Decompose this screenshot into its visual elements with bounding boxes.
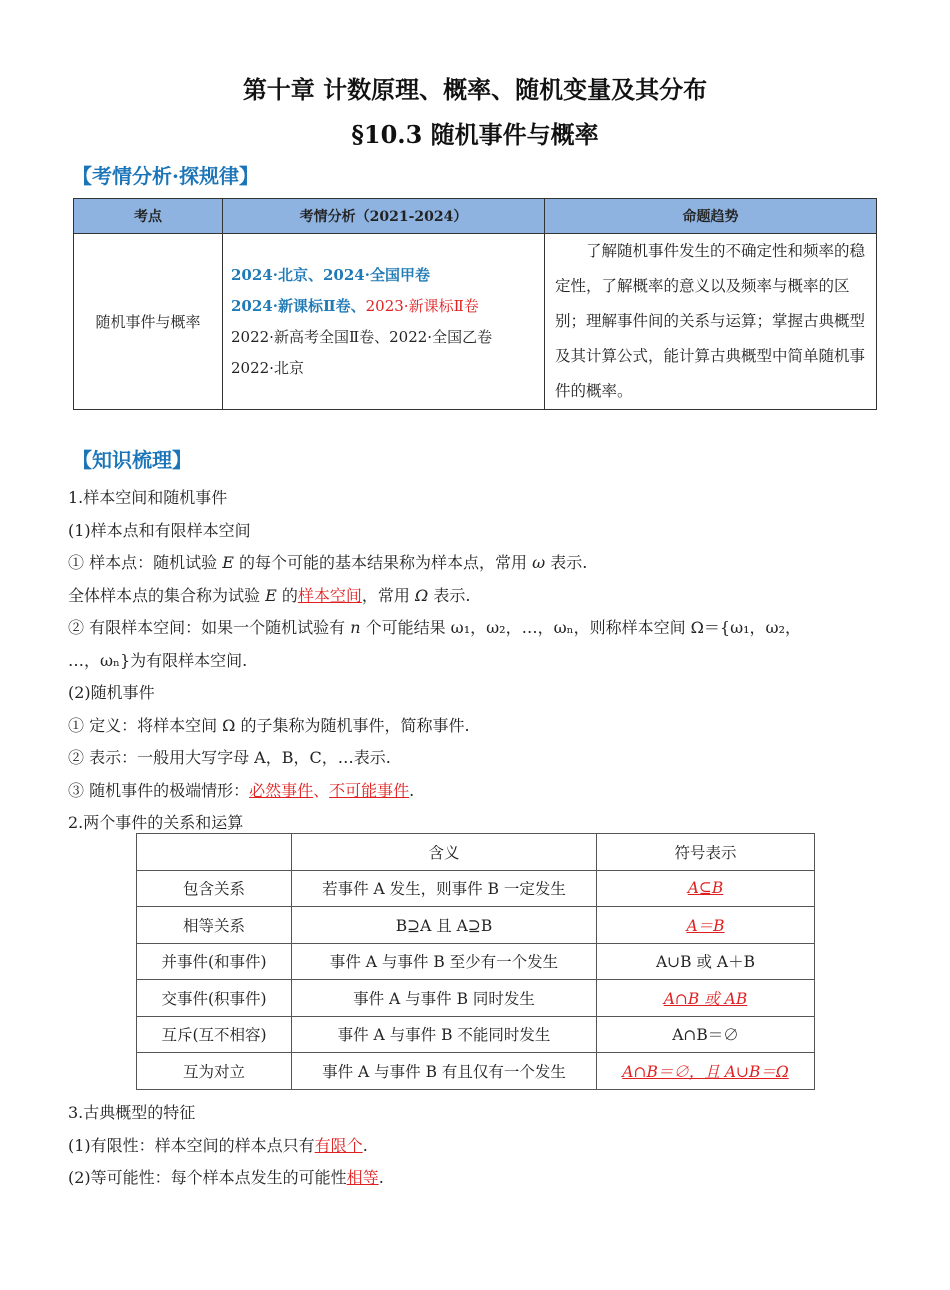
relation-name: 互为对立: [137, 1053, 292, 1090]
paragraph: [68, 775, 883, 808]
paragraph: ① 定义：将样本空间 Ω 的子集称为随机事件，简称事件.: [68, 715, 470, 735]
relation-meaning: 事件 A 与事件 B 至少有一个发生: [292, 943, 597, 980]
key-term: 有限个: [314, 1135, 363, 1155]
paragraph: [68, 547, 883, 580]
exam-history-cell: [223, 234, 545, 410]
column-header: [137, 834, 292, 871]
math-var: E: [265, 585, 277, 605]
subsection-title: 1.样本空间和随机事件: [68, 488, 228, 507]
relation-symbol: A∩B＝∅，且 A∪B＝Ω: [597, 1053, 815, 1090]
paragraph: [68, 1162, 883, 1195]
key-term: 相等: [346, 1168, 379, 1187]
text: .: [409, 780, 415, 800]
text: .: [378, 1168, 384, 1187]
text: (2)等可能性：每个样本点发生的可能性: [68, 1168, 347, 1187]
relation-symbol: A∩B 或 AB: [597, 980, 815, 1017]
text: .: [362, 1135, 368, 1155]
table-row: [137, 1016, 815, 1053]
column-header: 考点: [74, 199, 223, 234]
subsection-title: (2)随机事件: [68, 683, 155, 702]
exam-analysis-heading: 【考情分析·探规律】: [72, 164, 259, 188]
column-header: 含义: [292, 834, 597, 871]
text: ，常用: [361, 585, 415, 605]
relation-name: 包含关系: [137, 870, 292, 907]
text: (1)有限性：样本空间的样本点只有: [68, 1135, 315, 1155]
table-row: [137, 943, 815, 980]
paragraph: [68, 612, 883, 645]
exam-analysis-table: [73, 198, 877, 410]
text: 、: [313, 780, 330, 800]
subsection-title: (1)样本点和有限样本空间: [68, 520, 251, 540]
relation-name: 交事件(积事件): [137, 980, 292, 1017]
relation-name: 相等关系: [137, 907, 292, 944]
table-header-row: [137, 834, 815, 871]
table-header-row: [74, 199, 877, 234]
math-var: n: [350, 618, 361, 637]
text: 的每个可能的基本结果称为样本点，常用: [233, 553, 533, 572]
relation-meaning: 事件 A 与事件 B 有且仅有一个发生: [292, 1053, 597, 1090]
chapter-title: 第十章 计数原理、概率、随机变量及其分布: [242, 75, 708, 104]
relation-meaning: 事件 A 与事件 B 不能同时发生: [292, 1016, 597, 1053]
relations-table: [136, 833, 815, 1090]
knowledge-body: [68, 482, 883, 840]
paragraph: [68, 580, 883, 613]
subsection-title: 3.古典概型的特征: [68, 1103, 196, 1122]
table-row: [74, 234, 877, 410]
exam-ref-highlight: 2023·新课标Ⅱ卷: [365, 296, 479, 315]
key-term: 样本空间: [297, 585, 362, 605]
exam-line: [231, 291, 536, 322]
relation-name: 并事件(和事件): [137, 943, 292, 980]
text: 的: [276, 585, 298, 605]
paragraph: [68, 1130, 883, 1163]
text: 个可能结果 ω₁，ω₂，…，ωₙ，则称样本空间 Ω＝{ω₁，ω₂，: [360, 618, 802, 637]
exam-line: 2022·新高考全国Ⅱ卷、2022·全国乙卷: [231, 327, 493, 346]
text: 全体样本点的集合称为试验: [68, 585, 266, 605]
trend-cell: [545, 234, 877, 410]
math-var: E: [222, 553, 234, 572]
table-row: [137, 870, 815, 907]
table-row: [137, 980, 815, 1017]
subsection-title: 2.两个事件的关系和运算: [68, 813, 244, 832]
column-header: 命题趋势: [545, 199, 877, 234]
relation-symbol: A＝B: [597, 907, 815, 944]
exam-line: 2024·北京、2024·全国甲卷: [231, 265, 430, 284]
exam-ref: 2024·新课标Ⅱ卷、: [231, 296, 366, 315]
math-var: Ω: [414, 585, 429, 605]
table-row: [137, 907, 815, 944]
text: ② 有限样本空间：如果一个随机试验有: [68, 618, 351, 637]
section-title: §10.3 随机事件与概率: [351, 120, 599, 149]
key-term: 不可能事件: [329, 780, 410, 800]
relation-symbol: A∪B 或 A＋B: [597, 943, 815, 980]
text: ③ 随机事件的极端情形：: [68, 780, 250, 800]
column-header: 符号表示: [597, 834, 815, 871]
paragraph: …，ωₙ}为有限样本空间.: [68, 650, 248, 670]
exam-line: 2022·北京: [231, 358, 304, 377]
text: 表示.: [545, 553, 588, 572]
column-header: 考情分析（2021-2024）: [223, 199, 545, 234]
relation-meaning: 事件 A 与事件 B 同时发生: [292, 980, 597, 1017]
relation-symbol: A∩B＝∅: [597, 1016, 815, 1053]
topic-cell: 随机事件与概率: [74, 234, 223, 410]
text: ① 样本点：随机试验: [68, 553, 223, 572]
relation-meaning: 若事件 A 发生，则事件 B 一定发生: [292, 870, 597, 907]
relation-symbol: A⊆B: [597, 870, 815, 907]
relation-meaning: B⊇A 且 A⊇B: [292, 907, 597, 944]
text: 表示.: [428, 585, 471, 605]
relation-name: 互斥(互不相容): [137, 1016, 292, 1053]
math-var: ω: [532, 553, 546, 572]
classical-body: [68, 1097, 883, 1195]
table-row: [137, 1053, 815, 1090]
key-term: 必然事件: [249, 780, 314, 800]
trend-text: 了解随机事件发生的不确定性和频率的稳定性，了解概率的意义以及频率与概率的区别；理解事件间的关系与运算；掌握古典概型及其计算公式，能计算古典概型中简单随机事件的概率。: [555, 242, 866, 400]
paragraph: ② 表示：一般用大写字母 A，B，C，…表示.: [68, 748, 391, 767]
knowledge-heading: 【知识梳理】: [72, 448, 192, 472]
